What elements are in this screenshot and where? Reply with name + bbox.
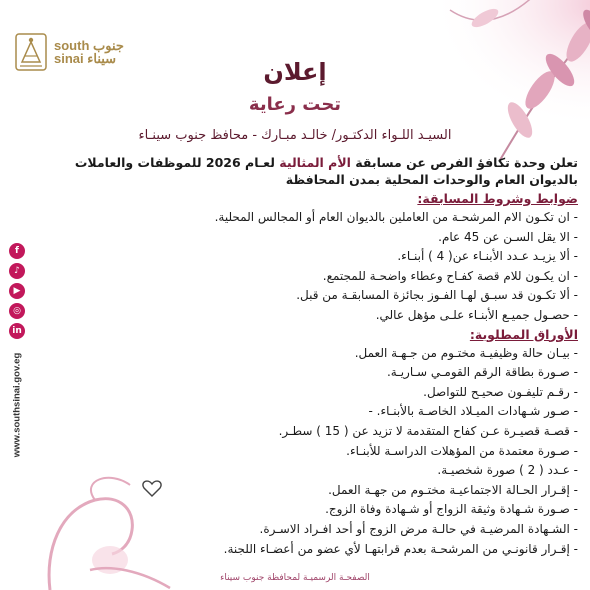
page-subtitle: تحت رعاية <box>248 94 342 115</box>
conditions-list <box>30 208 578 326</box>
instagram-icon[interactable]: ◎ <box>9 303 25 319</box>
intro-paragraph <box>30 154 578 188</box>
list-item: - إقـرار الحـالة الاجتماعيـة مختـوم من جهـة العمل. <box>328 482 578 497</box>
list-item: - الشـهادة المرضيـة في حالـة مرض الزوج أو أحد افـراد الاسـرة. <box>259 521 578 536</box>
logo-text-line1: south جنوب <box>54 38 124 53</box>
patron-line: السيـد اللـواء الدكتـور/ خالـد مبـارك - محافظ جنوب سينـاء <box>138 128 452 143</box>
mother-child-illustration-icon <box>40 470 200 590</box>
list-item: - ان يكـون للام قصة كفـاح وعطاء واضحـة للمجتمع. <box>322 268 578 283</box>
logo-text-line2: sinai سيناء <box>54 51 117 66</box>
intro-highlight: الأم المثالية <box>279 155 351 170</box>
list-item: - رقـم تليفـون صحيـح للتواصل. <box>423 384 578 399</box>
list-item: - بيـان حالة وظيفيـة مختـوم من جـهـة العمل. <box>354 345 578 360</box>
intro-part1: تعلن وحدة تكافؤ الفرص عن مسابقة <box>355 155 578 170</box>
website-link[interactable] <box>10 340 24 470</box>
website-text: www.southsinai.gov.eg <box>11 352 23 458</box>
list-item: - صـور شـهادات الميـلاد الخاصـة بالأبنـاء. - <box>368 404 578 419</box>
list-item: - ألا يزيـد عـدد الأبنـاء عن( 4 ) أبنـاء. <box>397 249 578 264</box>
list-item: - حصـول جميـع الأبنـاء علـى مؤهل عالي. <box>375 307 578 322</box>
list-item: - قصـة قصيـرة عـن كفاح المتقدمة لا تزيد عن ( 15 ) سطـر. <box>278 423 578 438</box>
floral-decoration-icon <box>390 0 590 180</box>
conditions-heading: ضوابط وشروط المسابقة: <box>417 191 578 206</box>
social-links <box>9 243 25 339</box>
documents-heading: الأوراق المطلوبة: <box>469 326 578 342</box>
tiktok-icon[interactable]: ♪ <box>9 263 25 279</box>
page-title: إعلان <box>263 58 327 86</box>
list-item: - عـدد ( 2 ) صورة شخصيـة. <box>437 463 578 478</box>
intro-part2: لعـام 2026 للموظفات والعاملات بالديوان العام والوحدات المحلية بمدن المحافظة <box>74 155 578 187</box>
linkedin-icon[interactable]: in <box>9 323 25 339</box>
list-item: - ان تكـون الام المرشحـة من العاملين بالديوان العام أو المجالس المحلية. <box>214 210 578 224</box>
footer-caption: الصفحـة الرسميـة لمحافظة جنوب سيناء <box>220 573 370 583</box>
list-item: - إقـرار قانونـي من المرشحـة بعدم قرابتهـا لأي عضو من أعضـاء اللجنة. <box>223 541 578 556</box>
list-item: - الا يقل السـن عن 45 عام. <box>438 229 578 244</box>
list-item: - ألا تكـون قد سبـق لهـا الفـوز بجائزة المسابقـة من قبل. <box>296 288 578 303</box>
list-item: - صـورة معتمدة من المؤهلات الدراسـة للأبنـاء. <box>346 443 578 458</box>
list-item: - صـورة بطاقة الرقم القومـي سـاريـة. <box>386 365 578 380</box>
youtube-icon[interactable]: ▶ <box>9 283 25 299</box>
facebook-icon[interactable]: f <box>9 243 25 259</box>
list-item: - صـورة شـهادة وثيقة الزواج أو شـهادة وفاة الزوج. <box>325 502 578 517</box>
